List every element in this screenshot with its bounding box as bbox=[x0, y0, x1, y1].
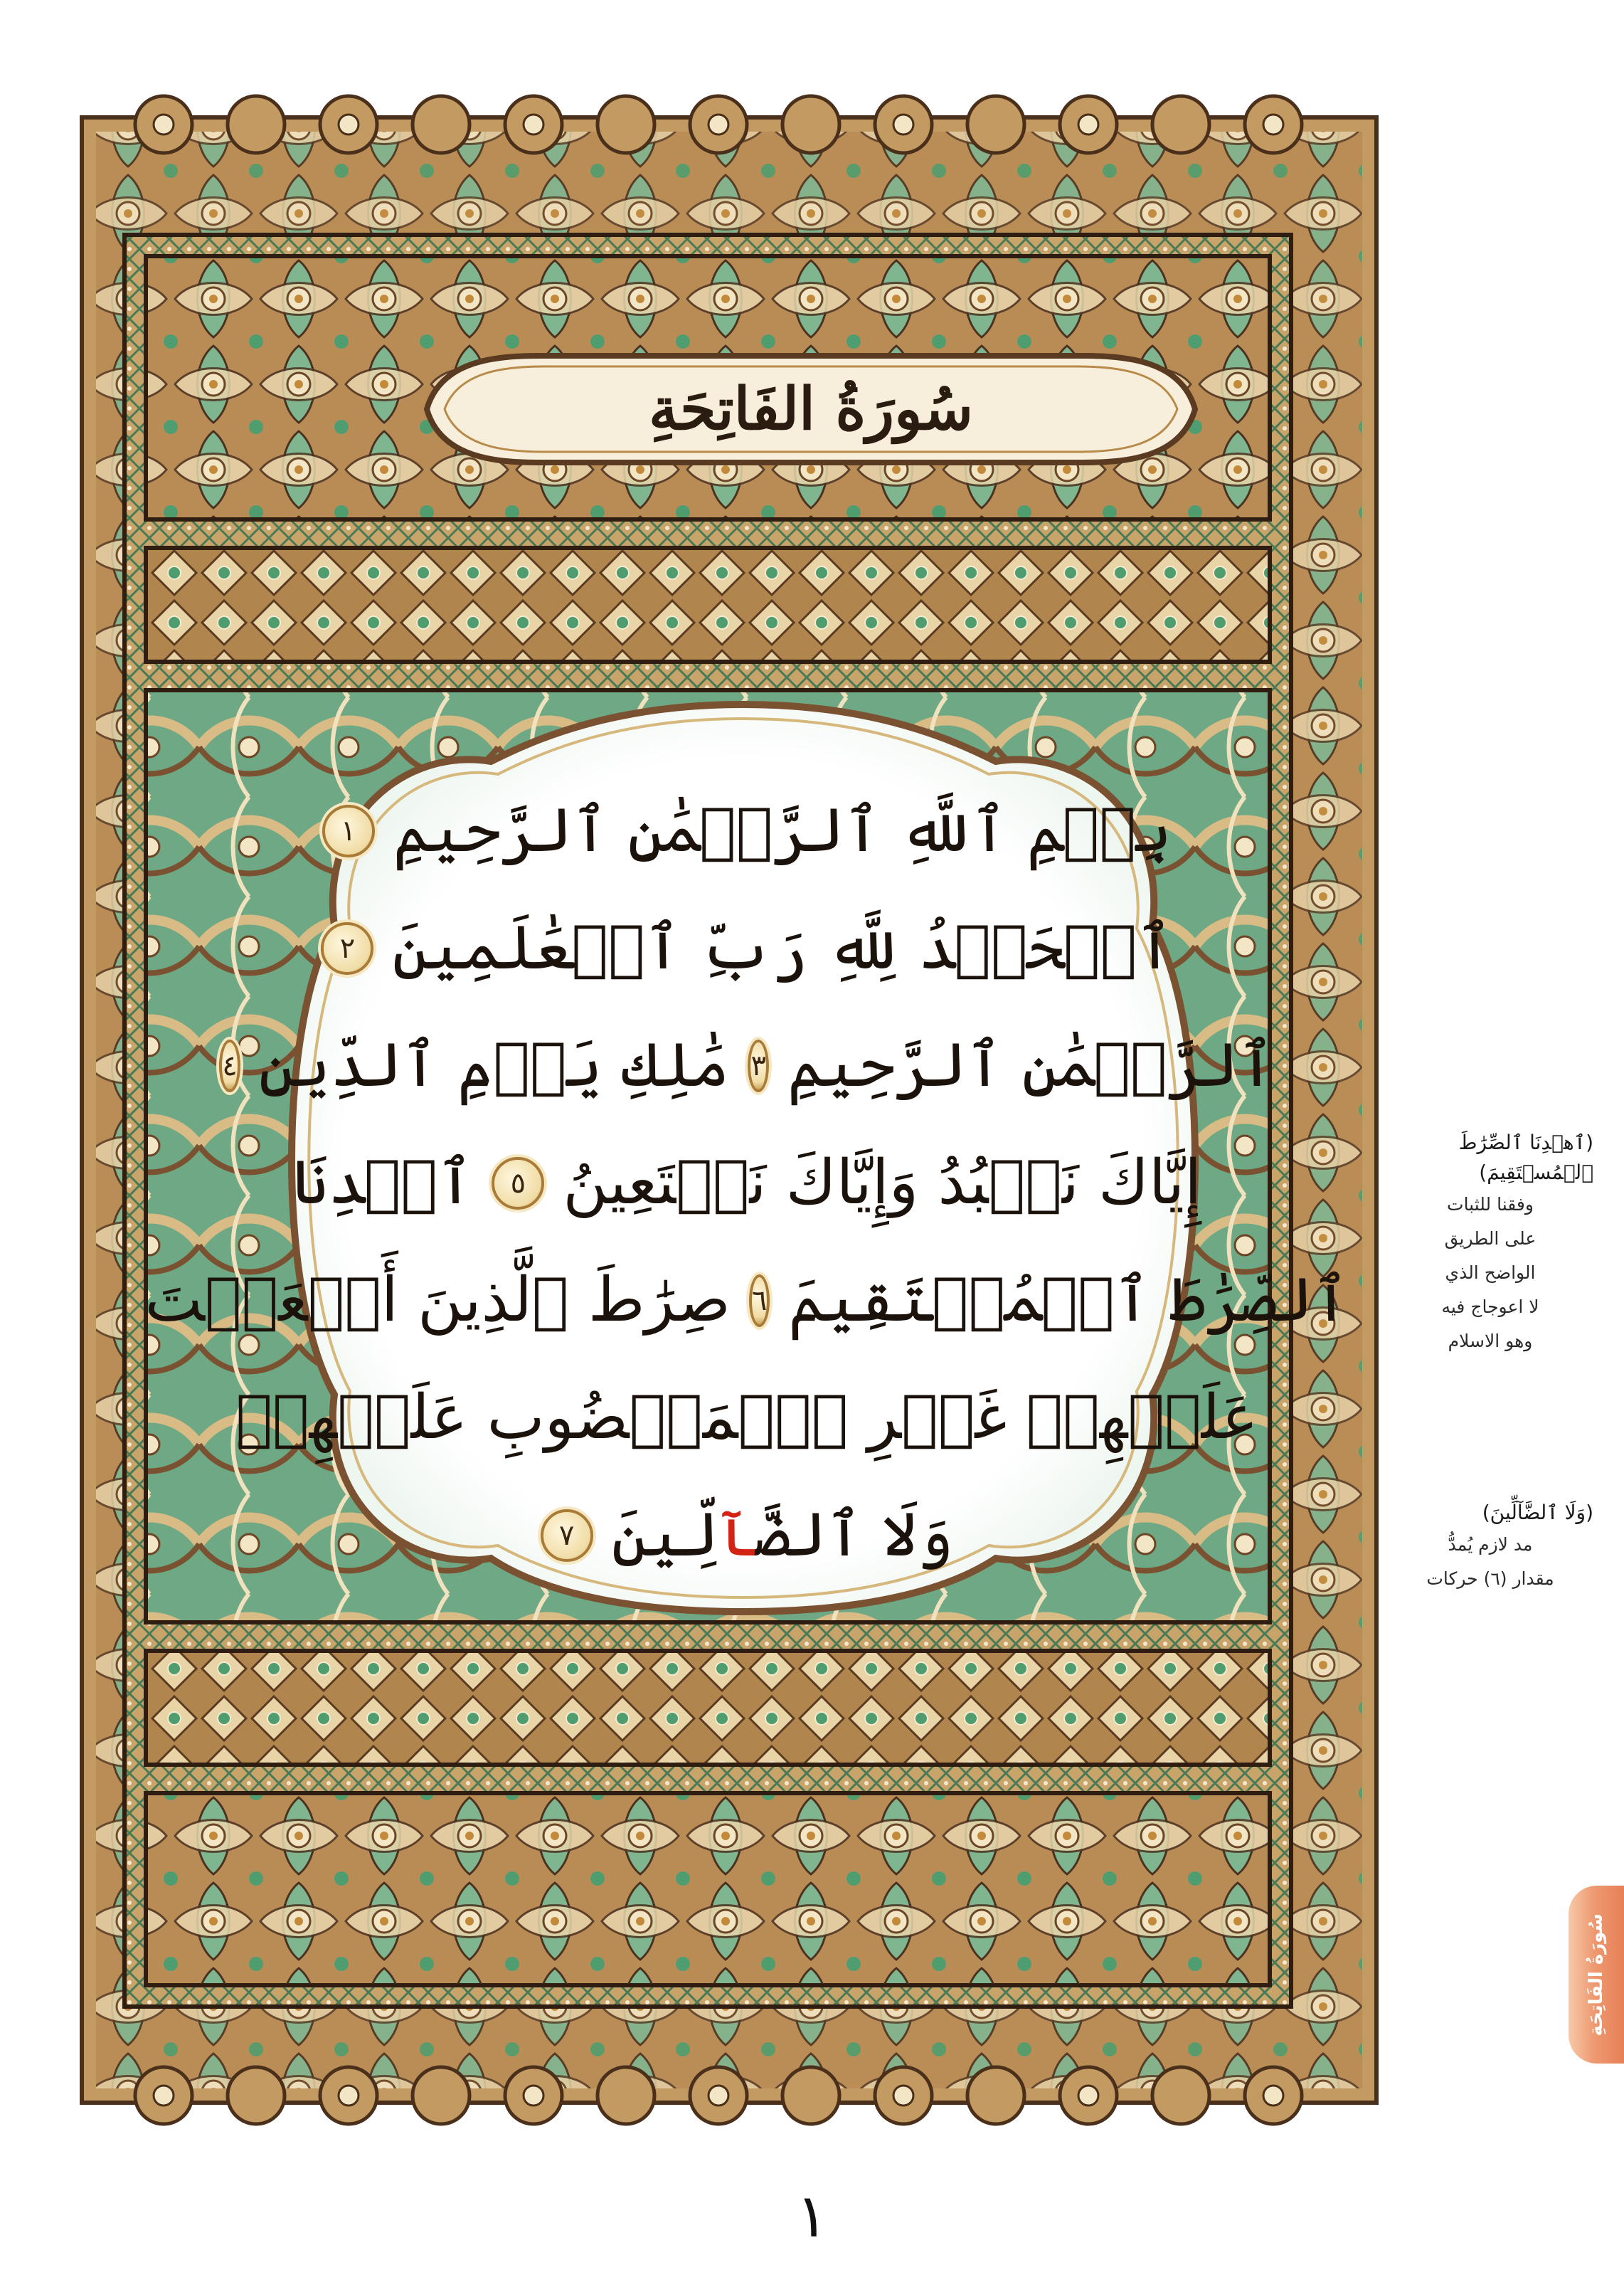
ayah-marker: ٦ bbox=[749, 1274, 770, 1327]
tajweed-highlight: آ bbox=[718, 1499, 755, 1570]
note-heading: ٱلۡمُسۡتَقِيمَ) bbox=[1479, 1161, 1593, 1184]
verse-line-7 bbox=[270, 1476, 1224, 1594]
verse-line-2 bbox=[270, 889, 1224, 1007]
verses-block bbox=[144, 772, 1349, 1594]
ayah-marker: ٢ bbox=[321, 922, 373, 975]
note-line: على الطريق bbox=[1444, 1228, 1537, 1249]
verse-text: صِرَٰطَ ٱلَّذِينَ أَنۡعَمۡتَ bbox=[144, 1264, 731, 1336]
verse-text: ٱلرَّحۡمَٰنِ ٱلرَّحِيمِ bbox=[787, 1030, 1275, 1101]
margin-note-guidance bbox=[1387, 1128, 1593, 1358]
note-heading: (ٱهۡدِنَا ٱلصِّرَٰطَ bbox=[1458, 1131, 1593, 1154]
verse-line-5 bbox=[144, 1242, 1349, 1359]
ayah-marker: ٧ bbox=[541, 1509, 593, 1562]
verse-text bbox=[612, 1476, 954, 1594]
verse-line-1 bbox=[270, 772, 1224, 889]
note-line: لا اعوجاج فيه bbox=[1441, 1296, 1539, 1317]
note-line: وفقنا للثبات bbox=[1447, 1194, 1534, 1215]
verse-text: ٱهۡدِنَا bbox=[292, 1147, 474, 1218]
verse-text: بِسۡمِ ٱللَّهِ ٱلرَّحۡمَٰنِ ٱلرَّحِيمِ bbox=[393, 795, 1172, 866]
page-number: ١ bbox=[795, 2181, 829, 2251]
verse-line-4 bbox=[270, 1124, 1224, 1242]
note-line: الواضح الذي bbox=[1445, 1262, 1536, 1283]
note-line: مقدار (٦) حركات bbox=[1426, 1568, 1554, 1589]
note-line: وهو الاسلام bbox=[1448, 1331, 1533, 1351]
verse-text-part: لِّينَ bbox=[611, 1499, 719, 1570]
side-tab-label: سُورَةُ الفَاتِحَةِ bbox=[1586, 1913, 1607, 2036]
ayah-marker: ٤ bbox=[219, 1040, 240, 1092]
ayah-marker: ٥ bbox=[492, 1157, 544, 1210]
verse-text-part: وَلَا ٱلضَّ bbox=[755, 1499, 954, 1570]
verse-text: عَلَيۡهِمۡ غَيۡرِ ٱلۡمَغۡضُوبِ عَلَيۡهِمۡ bbox=[235, 1382, 1258, 1453]
verse-text: إِيَّاكَ نَعۡبُدُ وَإِيَّاكَ نَسۡتَعِينُ bbox=[563, 1147, 1202, 1218]
verse-line-3 bbox=[222, 1007, 1275, 1124]
surah-title: سُورَةُ الفَاتِحَةِ bbox=[648, 375, 974, 443]
verse-text: مَٰلِكِ يَوۡمِ ٱلدِّينِ bbox=[258, 1030, 730, 1101]
ayah-marker: ١ bbox=[322, 805, 375, 857]
ayah-marker: ٣ bbox=[748, 1040, 768, 1092]
verse-line-6 bbox=[235, 1359, 1258, 1476]
verse-text: ٱلۡحَمۡدُ لِلَّهِ رَبِّ ٱلۡعَٰلَمِينَ bbox=[392, 912, 1173, 983]
note-heading: (وَلَا ٱلضَّآلِّينَ) bbox=[1482, 1501, 1593, 1524]
surah-side-tab[interactable] bbox=[1569, 1886, 1624, 2064]
verse-text: ٱلصِّرَٰطَ ٱلۡمُسۡتَقِيمَ bbox=[788, 1264, 1349, 1336]
note-line: مد لازم يُمدُّ bbox=[1448, 1534, 1533, 1555]
margin-note-madd bbox=[1387, 1498, 1593, 1596]
